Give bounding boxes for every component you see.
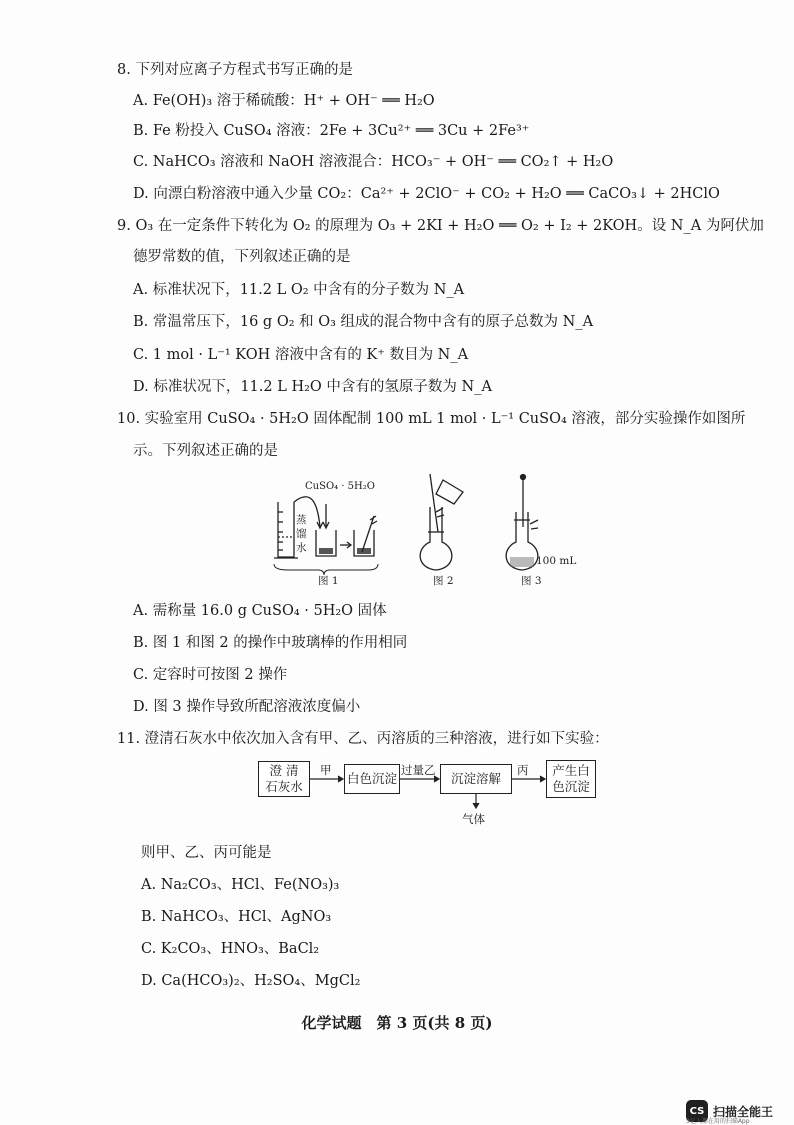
q9-option-a: A. 标准状况下，11.2 L O₂ 中含有的分子数为 N_A bbox=[133, 282, 465, 298]
fig1-label-water-1: 蒸 bbox=[296, 514, 307, 526]
q10-option-a: A. 需称量 16.0 g CuSO₄ · 5H₂O 固体 bbox=[133, 603, 387, 619]
q11-option-a: A. Na₂CO₃、HCl、Fe(NO₃)₃ bbox=[141, 877, 340, 893]
q10-option-d: D. 图 3 操作导致所配溶液浓度偏小 bbox=[133, 699, 361, 715]
q11-then: 则甲、乙、丙可能是 bbox=[141, 845, 272, 861]
fig1-label-cuso4: CuSO₄ · 5H₂O bbox=[305, 481, 375, 492]
flow-box-limewater: 澄 清 石灰水 bbox=[258, 761, 310, 797]
q10-stem-line1: 10. 实验室用 CuSO₄ · 5H₂O 固体配制 100 mL 1 mol · L⁻¹ CuSO₄ 溶液，部分实验操作如图所 bbox=[117, 411, 746, 427]
volumetric-flask-pouring-icon bbox=[420, 474, 463, 570]
q11-stem: 11. 澄清石灰水中依次加入含有甲、乙、丙溶质的三种溶液，进行如下实验： bbox=[117, 731, 609, 747]
q9-stem-line1: 9. O₃ 在一定条件下转化为 O₂ 的原理为 O₃ + 2KI + H₂O ══ O₂ + I₂ + 2KOH。设 N_A 为阿伏加 bbox=[117, 218, 764, 234]
q8-stem: 8. 下列对应离子方程式书写正确的是 bbox=[117, 62, 353, 78]
watermark-subtitle: 3亿人都在用的扫描App bbox=[686, 1118, 750, 1125]
fig2-caption: 图 2 bbox=[433, 575, 454, 587]
q11-option-d: D. Ca(HCO₃)₂、H₂SO₄、MgCl₂ bbox=[141, 973, 361, 989]
flow-box-white-precipitate-again: 产生白 色沉淀 bbox=[546, 760, 596, 798]
beaker-icon bbox=[316, 504, 336, 556]
q11-option-c: C. K₂CO₃、HNO₃、BaCl₂ bbox=[141, 941, 320, 957]
flow-arrow-label-b: 过量乙 bbox=[401, 763, 436, 777]
q8-option-a: A. Fe(OH)₃ 溶于稀硫酸：H⁺ + OH⁻ ══ H₂O bbox=[133, 93, 435, 109]
camscanner-logo-icon: CS bbox=[686, 1100, 708, 1122]
page-footer: 化学试题 第 3 页(共 8 页) bbox=[301, 1014, 493, 1032]
fig1-label-water-2: 馏 bbox=[296, 528, 307, 540]
flow-arrow-label-c: 丙 bbox=[517, 763, 529, 777]
fig1-label-water-3: 水 bbox=[296, 542, 307, 554]
fig1-caption: 图 1 bbox=[318, 575, 339, 587]
q10-option-c: C. 定容时可按图 2 操作 bbox=[133, 667, 288, 683]
flow-box-white-precipitate: 白色沉淀 bbox=[344, 764, 400, 794]
q11-option-b: B. NaHCO₃、HCl、AgNO₃ bbox=[141, 909, 332, 925]
q9-option-c: C. 1 mol · L⁻¹ KOH 溶液中含有的 K⁺ 数目为 N_A bbox=[133, 347, 469, 363]
volumetric-flask-dropper-icon bbox=[506, 474, 538, 570]
q9-stem-line2: 德罗常数的值，下列叙述正确的是 bbox=[133, 249, 351, 265]
q9-option-b: B. 常温常压下，16 g O₂ 和 O₃ 组成的混合物中含有的原子总数为 N_A bbox=[133, 314, 594, 330]
q8-option-d: D. 向漂白粉溶液中通入少量 CO₂：Ca²⁺ + 2ClO⁻ + CO₂ + H₂O ══ CaCO₃↓ + 2HClO bbox=[133, 186, 720, 202]
q10-option-b: B. 图 1 和图 2 的操作中玻璃棒的作用相同 bbox=[133, 635, 408, 651]
flow-arrow-label-a: 甲 bbox=[320, 763, 332, 777]
q9-option-d: D. 标准状况下，11.2 L H₂O 中含有的氢原子数为 N_A bbox=[133, 379, 492, 395]
fig3-label-volume: 100 mL bbox=[536, 555, 577, 567]
q8-option-b: B. Fe 粉投入 CuSO₄ 溶液：2Fe + 3Cu²⁺ ══ 3Cu + 2Fe³⁺ bbox=[133, 123, 530, 139]
watermark-name: 扫描全能王 bbox=[713, 1104, 774, 1119]
flow-gas-label: 气体 bbox=[462, 812, 485, 826]
beaker-with-stirring-rod-icon bbox=[354, 516, 377, 556]
fig3-caption: 图 3 bbox=[521, 575, 542, 587]
flow-box-precipitate-dissolves: 沉淀溶解 bbox=[440, 764, 512, 794]
q8-option-c: C. NaHCO₃ 溶液和 NaOH 溶液混合：HCO₃⁻ + OH⁻ ══ CO₂↑ + H₂O bbox=[133, 154, 614, 170]
q10-stem-line2: 示。下列叙述正确的是 bbox=[133, 443, 278, 459]
right-arrow-icon bbox=[340, 542, 351, 548]
